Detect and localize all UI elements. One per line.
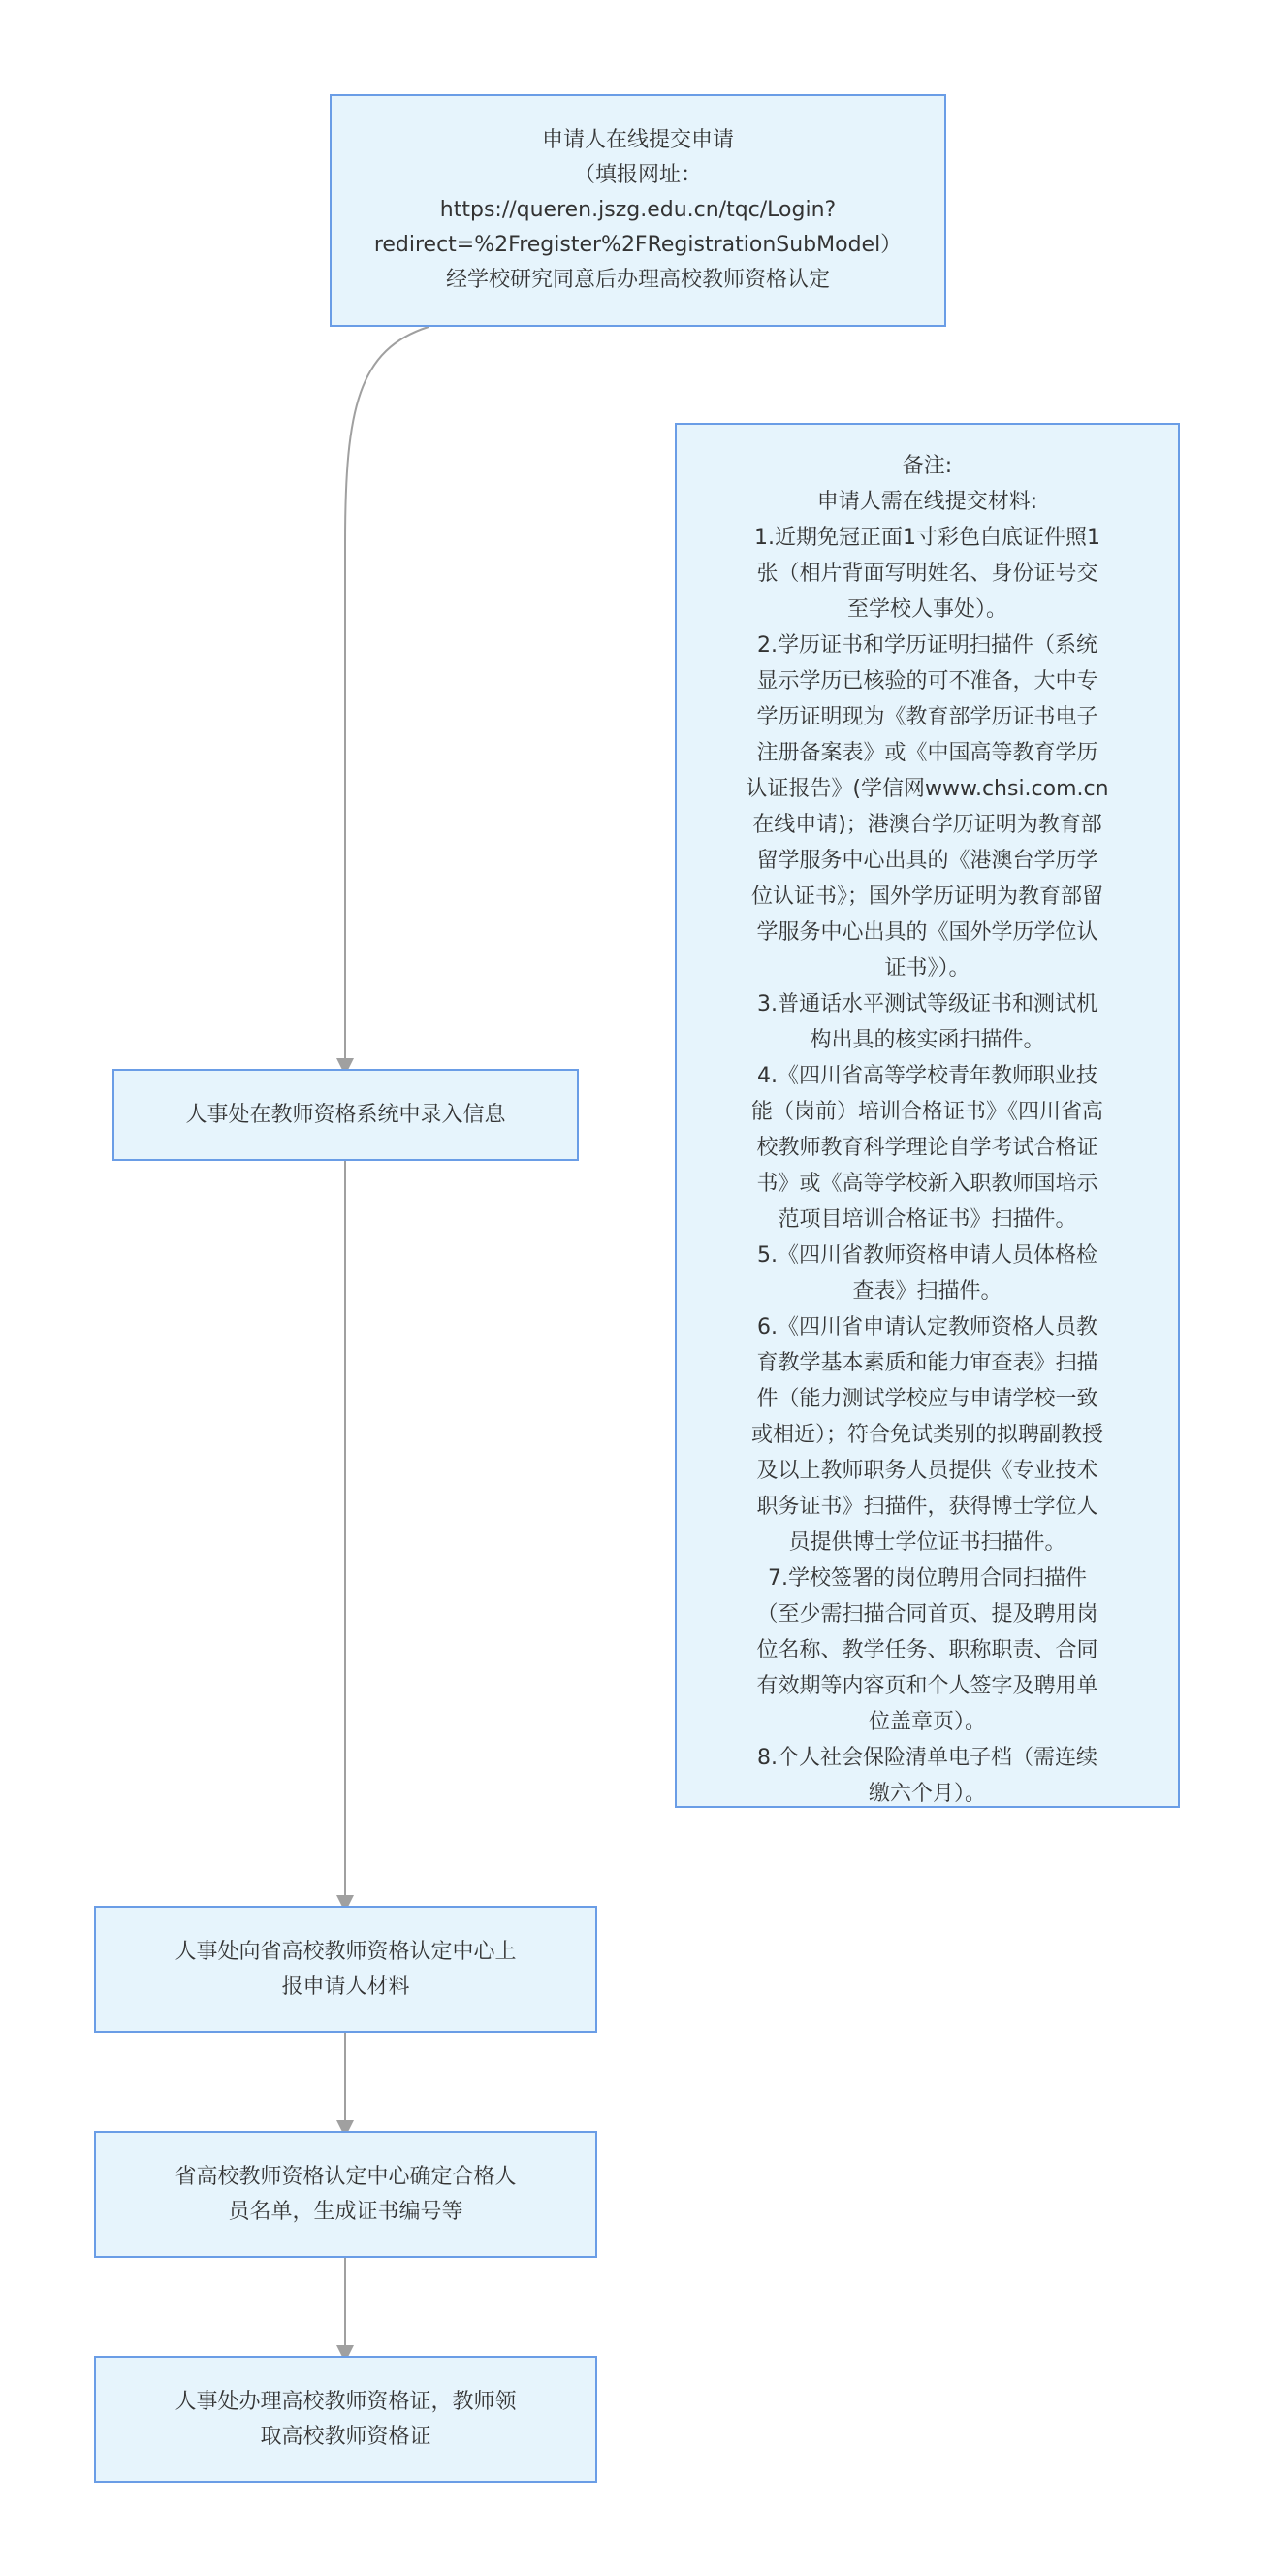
step-issue-line: 取高校教师资格证 — [260, 2424, 431, 2449]
note-line: 在线申请)；港澳台学历证明为教育部 — [752, 813, 1102, 837]
step-confirm-list — [94, 2131, 597, 2258]
step-enter-info-line: 人事处在教师资格系统中录入信息 — [185, 1102, 506, 1127]
step-report-materials — [94, 1906, 597, 2033]
note-line: 校教师教育科学理论自学考试合格证 — [756, 1136, 1098, 1160]
note-line: 能（岗前）培训合格证书》《四川省高 — [750, 1100, 1103, 1124]
step-submit-line: redirect=%2Fregister%2FRegistrationSubModel） — [373, 233, 903, 257]
step-confirm-line: 省高校教师资格认定中心确定合格人 — [175, 2164, 517, 2189]
note-line: 1.近期免冠正面1寸彩色白底证件照1 — [754, 526, 1100, 550]
note-line: 员提供博士学位证书扫描件。 — [788, 1530, 1066, 1555]
step-submit-line: 经学校研究同意后办理高校教师资格认定 — [445, 268, 830, 292]
note-line: 认证报告》(学信网www.chsi.com.cn — [746, 777, 1109, 801]
note-line: 学服务中心出具的《国外学历学位认 — [756, 920, 1098, 945]
note-line: 或相近）；符合免试类别的拟聘副教授 — [750, 1423, 1103, 1447]
note-line: 申请人需在线提交材料: — [816, 490, 1038, 514]
note-line: 位盖章页）。 — [868, 1710, 986, 1734]
note-line: 证书》）。 — [884, 956, 970, 981]
step-issue-certificate — [94, 2356, 597, 2483]
step-submit-line: 申请人在线提交申请 — [541, 128, 734, 152]
note-line: 及以上教师职务人员提供《专业技术 — [756, 1459, 1098, 1483]
note-line: 范项目培训合格证书》扫描件。 — [778, 1208, 1077, 1232]
note-line: （至少需扫描合同首页、提及聘用岗 — [756, 1602, 1098, 1626]
note-line: 7.学校签署的岗位聘用合同扫描件 — [768, 1566, 1087, 1591]
step-report-line: 人事处向省高校教师资格认定中心上 — [175, 1939, 517, 1964]
note-line: 3.普通话水平测试等级证书和测试机 — [757, 992, 1097, 1016]
note-line: 位名称、教学任务、职称职责、合同 — [756, 1638, 1098, 1662]
step-issue-line: 人事处办理高校教师资格证，教师领 — [175, 2389, 517, 2414]
note-line: 备注: — [902, 454, 953, 478]
note-line: 学历证明现为《教育部学历证书电子 — [756, 705, 1098, 729]
note-line: 至学校人事处）。 — [846, 597, 1007, 622]
note-line: 张（相片背面写明姓名、身份证号交 — [756, 562, 1098, 586]
note-line: 4.《四川省高等学校青年教师职业技 — [757, 1064, 1097, 1088]
edge-submit-to-enter-info — [345, 327, 429, 1067]
step-confirm-line: 员名单，生成证书编号等 — [228, 2199, 463, 2224]
note-line: 5.《四川省教师资格申请人员体格检 — [757, 1243, 1097, 1268]
note-line: 位认证书》；国外学历证明为教育部留 — [750, 885, 1103, 909]
note-line: 8.个人社会保险清单电子档（需连续 — [757, 1746, 1097, 1770]
note-line: 书》或《高等学校新入职教师国培示 — [756, 1172, 1098, 1196]
note-line: 2.学历证书和学历证明扫描件（系统 — [757, 633, 1097, 658]
note-line: 构出具的核实函扫描件。 — [810, 1028, 1045, 1052]
note-required-materials — [675, 423, 1180, 1808]
note-line: 留学服务中心出具的《港澳台学历学 — [756, 849, 1098, 873]
step-submit-line: （填报网址： — [573, 163, 702, 187]
note-line: 查表》扫描件。 — [852, 1279, 1002, 1304]
note-line: 有效期等内容页和个人签字及聘用单 — [756, 1674, 1098, 1698]
note-line: 缴六个月）。 — [868, 1782, 986, 1806]
note-line: 显示学历已核验的可不准备，大中专 — [756, 669, 1098, 693]
step-report-line: 报申请人材料 — [281, 1974, 410, 1999]
note-line: 6.《四川省申请认定教师资格人员教 — [757, 1315, 1097, 1339]
note-line: 职务证书》扫描件，获得博士学位人 — [756, 1495, 1098, 1519]
step-submit-application — [330, 94, 946, 327]
step-submit-line: https://queren.jszg.edu.cn/tqc/Login? — [439, 198, 837, 222]
note-line: 注册备案表》或《中国高等教育学历 — [756, 741, 1098, 765]
step-enter-info — [112, 1069, 579, 1161]
note-line: 育教学基本素质和能力审查表》扫描 — [756, 1351, 1098, 1375]
note-line: 件（能力测试学校应与申请学校一致 — [756, 1387, 1098, 1411]
